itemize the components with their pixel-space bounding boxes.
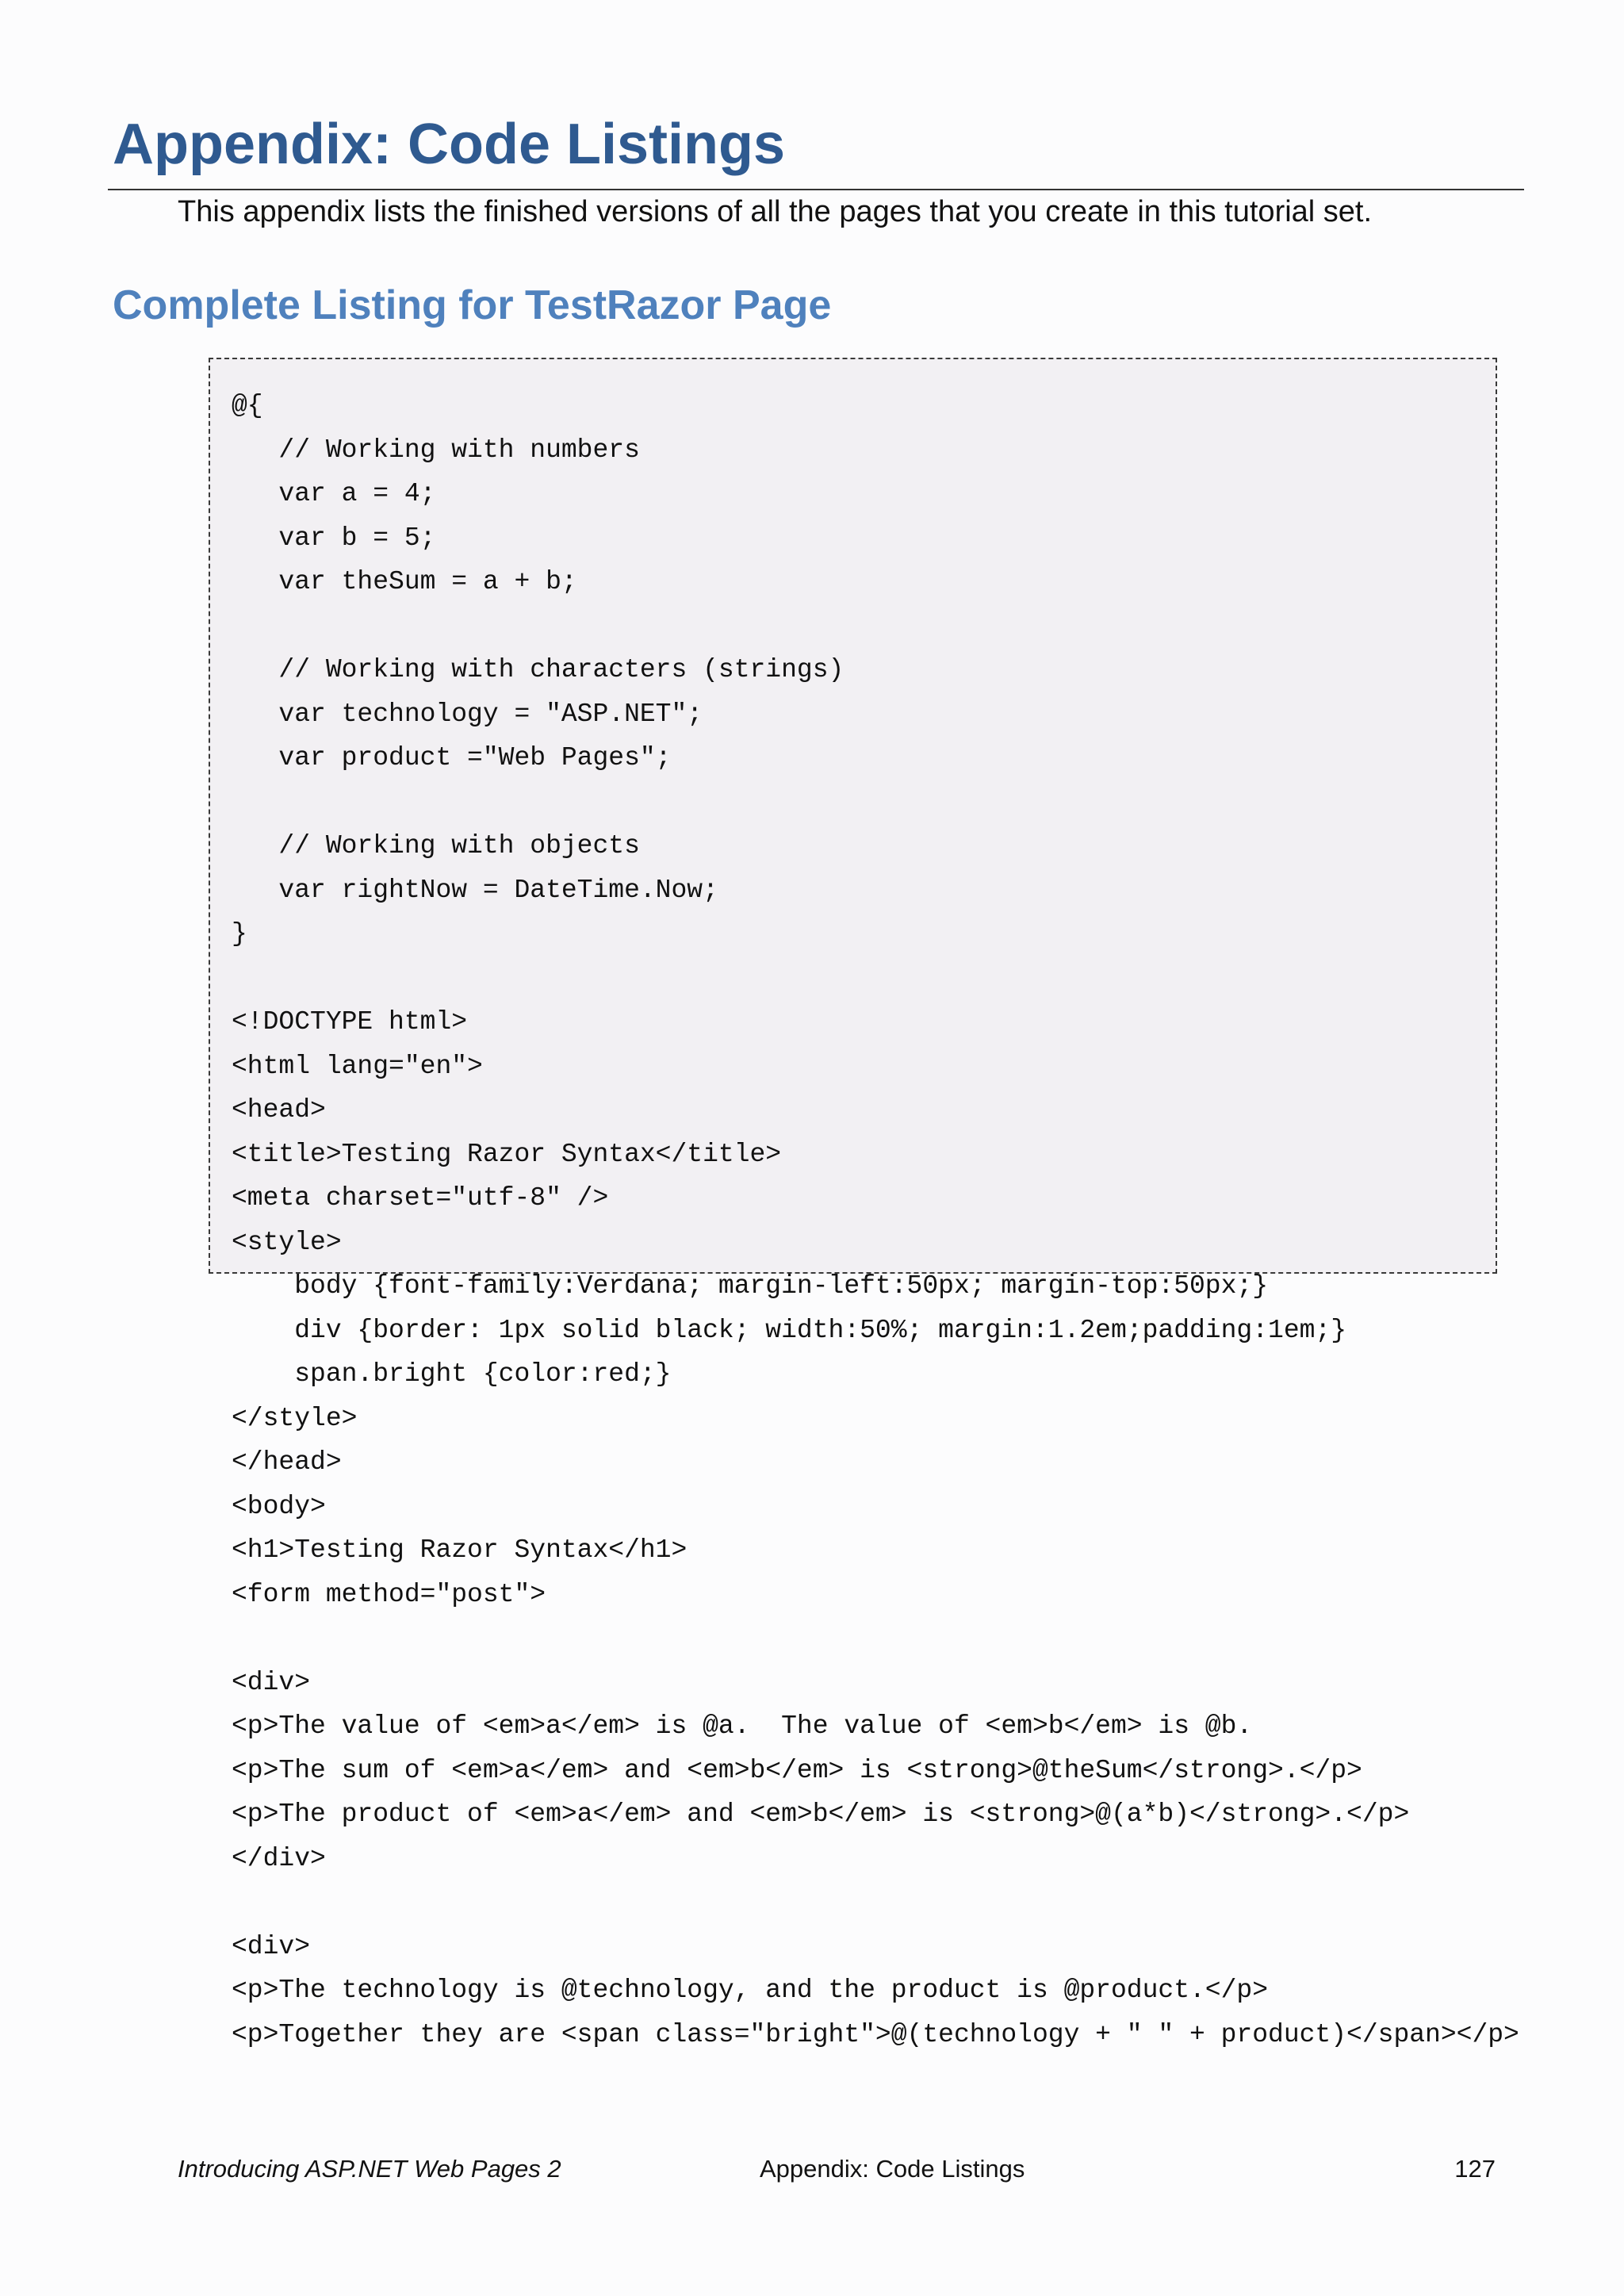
code-line: <meta charset="utf-8" /> <box>232 1183 609 1213</box>
intro-paragraph: This appendix lists the finished versions of all the pages that you create in this tutorial set. <box>178 195 1373 228</box>
code-line: <div> <box>232 1931 311 1961</box>
code-line: // Working with numbers <box>232 435 640 465</box>
code-line: div {border: 1px solid black; width:50%; margin:1.2em;padding:1em;} <box>232 1315 1347 1345</box>
code-line: @{ <box>232 391 263 420</box>
code-line: <style> <box>232 1227 342 1257</box>
code-line: span.bright {color:red;} <box>232 1359 672 1389</box>
code-line: <p>The technology is @technology, and the product is @product.</p> <box>232 1976 1269 2005</box>
code-line: <p>The product of <em>a</em> and <em>b</em> is <strong>@(a*b)</strong>.</p> <box>232 1800 1410 1829</box>
code-line: body {font-family:Verdana; margin-left:50px; margin-top:50px;} <box>232 1271 1269 1301</box>
code-line: <p>Together they are <span class="bright">@(technology + " " + product)</span></p> <box>232 2019 1519 2049</box>
code-line: </head> <box>232 1447 342 1477</box>
code-line: // Working with characters (strings) <box>232 655 845 684</box>
code-listing-box <box>209 358 1519 2049</box>
code-line: <html lang="en"> <box>232 1051 483 1081</box>
page-title: Appendix: Code Listings <box>113 113 786 176</box>
code-line: var b = 5; <box>232 523 436 553</box>
code-line: var technology = "ASP.NET"; <box>232 699 703 729</box>
code-line: // Working with objects <box>232 831 640 861</box>
code-listing <box>232 384 1519 2056</box>
code-line: <title>Testing Razor Syntax</title> <box>232 1139 782 1169</box>
code-line: </div> <box>232 1843 326 1873</box>
code-line: <div> <box>232 1667 311 1697</box>
section-heading: Complete Listing for TestRazor Page <box>113 282 832 328</box>
code-line: <head> <box>232 1095 326 1125</box>
code-line: <p>The sum of <em>a</em> and <em>b</em> is <strong>@theSum</strong>.</p> <box>232 1755 1362 1785</box>
code-line: var product ="Web Pages"; <box>232 743 672 772</box>
code-line: <!DOCTYPE html> <box>232 1007 468 1037</box>
page-number: 127 <box>1454 2155 1496 2183</box>
footer-chapter: Appendix: Code Listings <box>760 2155 1025 2183</box>
code-line: </style> <box>232 1403 358 1433</box>
code-line: <p>The value of <em>a</em> is @a. The value of <em>b</em> is @b. <box>232 1711 1253 1741</box>
footer-book-title: Introducing ASP.NET Web Pages 2 <box>178 2155 561 2183</box>
code-line: <h1>Testing Razor Syntax</h1> <box>232 1535 688 1565</box>
code-line: <form method="post"> <box>232 1579 546 1609</box>
code-line: var rightNow = DateTime.Now; <box>232 875 718 905</box>
code-line: <body> <box>232 1491 326 1521</box>
code-line: var theSum = a + b; <box>232 567 577 596</box>
code-line: } <box>232 919 247 949</box>
code-line: var a = 4; <box>232 479 436 508</box>
